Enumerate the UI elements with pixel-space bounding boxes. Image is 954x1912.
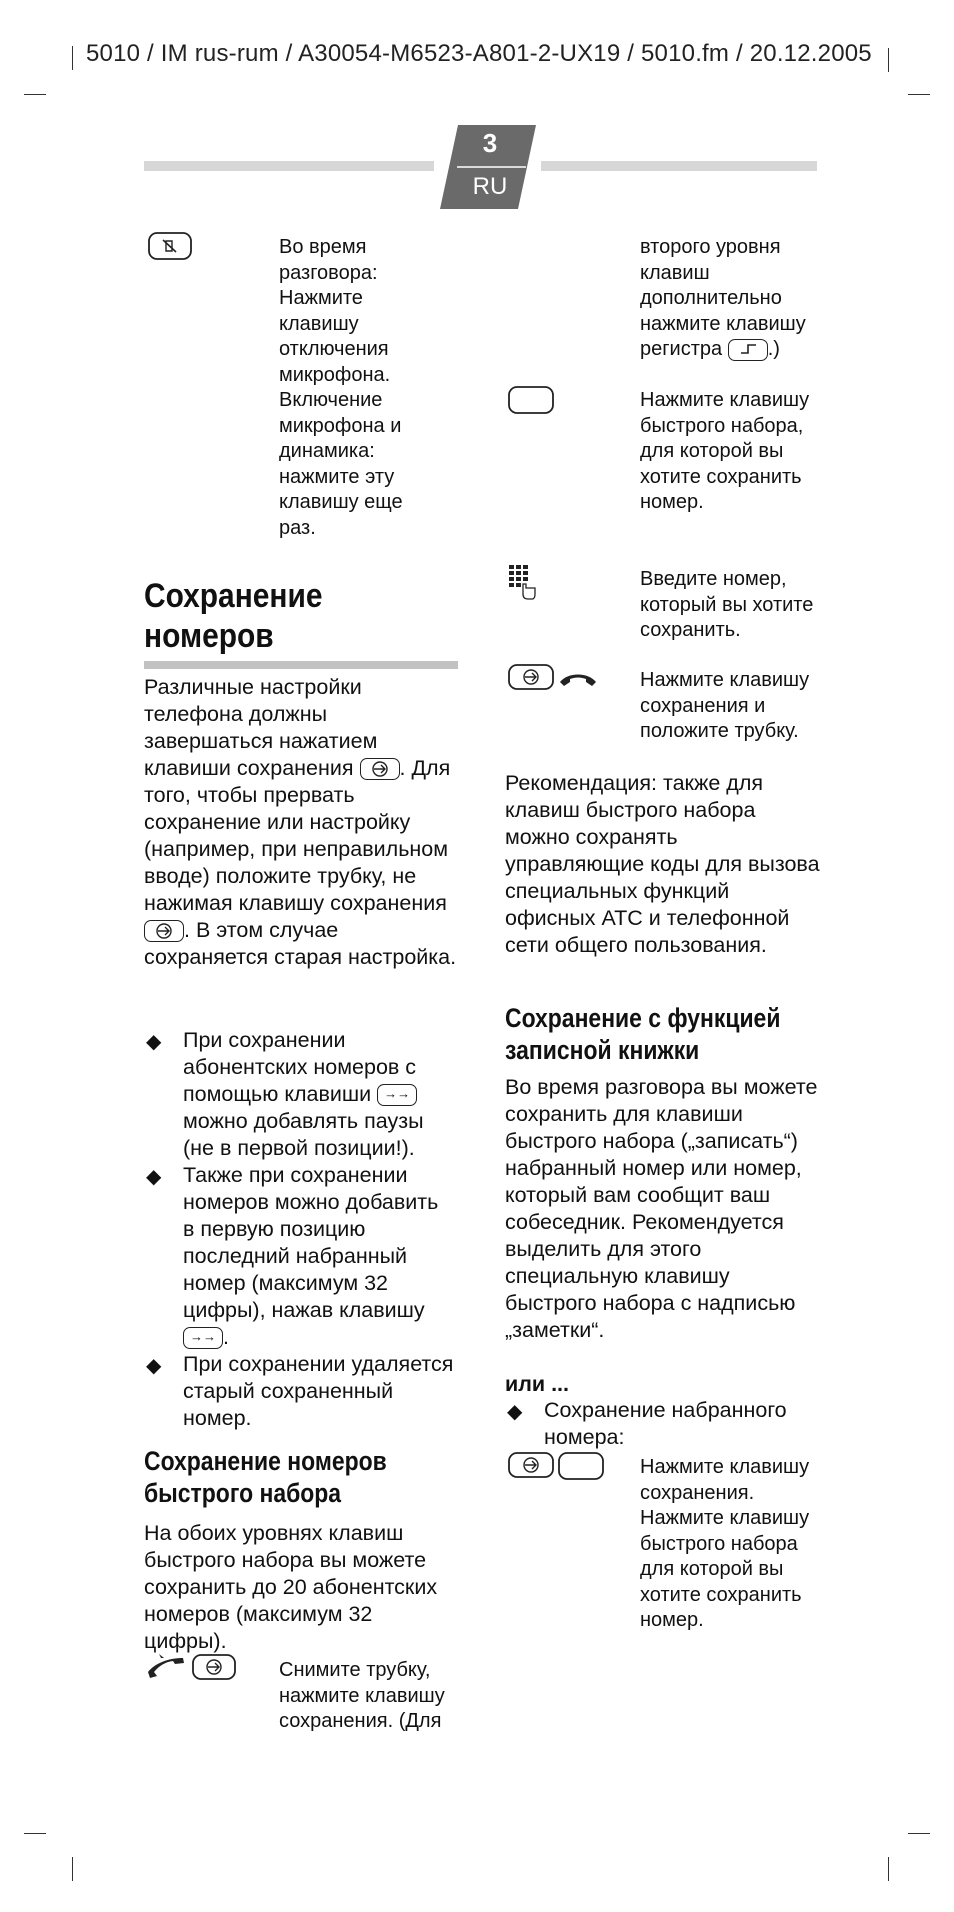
handset-lift-icon	[145, 1650, 189, 1685]
bullet-diamond-icon: ◆	[146, 1355, 162, 1377]
crop-mark-bottom-right	[888, 1857, 889, 1881]
section-title-line2: номеров	[144, 617, 274, 655]
save-key-icon	[192, 1654, 236, 1687]
or-label: или ...	[505, 1372, 569, 1396]
save-key-icon	[144, 920, 184, 942]
bullet-pauses-text: При сохранении абонентских номеров с помощью клавиши	[183, 1028, 417, 1106]
step-shift-text: второго уровня клавиш дополнительно нажмите клавишу регистра	[640, 236, 806, 360]
recommendation-paragraph: Рекомендация: также для клавиш быстрого набора можно сохранять управляющие коды для вызова специальных функций офисных АТС и телефонной сети общего пользования.	[505, 771, 820, 957]
speed-dial-title-line2: быстрого набора	[144, 1478, 342, 1508]
mute-key-icon	[148, 232, 192, 265]
document-header-id: 5010 / IM rus-rum / A30054-M6523-A801-2-UX19 / 5010.fm / 20.12.2005	[86, 40, 872, 67]
pause-key-icon: →→	[377, 1084, 417, 1106]
pause-key-icon: →→	[183, 1327, 223, 1349]
step-save-and-speed-dial: Нажмите клавишу сохранения. Нажмите клавишу быстрого набора для которой вы хотите сохранить номер.	[640, 1456, 810, 1631]
bullet-redial-text-2: .	[223, 1325, 229, 1349]
bullet-diamond-icon: ◆	[507, 1401, 523, 1423]
header-bar-right	[541, 161, 817, 171]
bullet-pauses-text-2: можно добавлять паузы (не в первой позиции!).	[183, 1109, 424, 1160]
bullet-redial	[183, 1162, 455, 1351]
crop-mark-right-lower	[908, 1833, 930, 1834]
save-key-icon	[508, 1452, 554, 1485]
notebook-title-line2: записной книжки	[505, 1035, 700, 1065]
bullet-save-dialed: Сохранение набранного номера:	[544, 1398, 787, 1449]
speed-dial-title-line1: Сохранение номеров	[144, 1446, 387, 1476]
intro-text-2: . Для того, чтобы прервать сохранение или настройку (например, при неправильном вводе) положите трубку, не нажимая клавишу сохранения	[144, 756, 451, 915]
crop-mark-bottom-left	[72, 1857, 73, 1881]
step-shift-text-2: .)	[767, 338, 780, 360]
step-shift-continued	[640, 235, 820, 363]
save-key-icon	[360, 758, 400, 780]
speed-dial-key-icon	[558, 1452, 604, 1485]
step-save-hang-up: Нажмите клавишу сохранения и положите трубку.	[640, 669, 810, 742]
handset-hang-up-icon	[558, 670, 598, 693]
step-lift-handset: Снимите трубку, нажмите клавишу сохранения. (Для	[279, 1659, 445, 1732]
keypad-icon	[508, 564, 536, 605]
section-title-rule	[144, 661, 458, 669]
shift-key-icon	[728, 339, 768, 361]
crop-mark-right-upper	[908, 94, 930, 95]
intro-text-1: Различные настройки телефона должны завершаться нажатием клавиши сохранения	[144, 675, 378, 780]
crop-mark-left-upper	[24, 94, 46, 95]
bullet-diamond-icon: ◆	[146, 1166, 162, 1188]
bullet-diamond-icon: ◆	[146, 1031, 162, 1053]
notebook-title-line1: Сохранение с функцией	[505, 1003, 781, 1033]
step-enter-number: Введите номер, который вы хотите сохранить.	[640, 568, 814, 641]
page-language: RU	[472, 173, 508, 200]
page-number-tab	[440, 125, 540, 209]
speed-dial-key-icon	[508, 386, 554, 419]
step-speed-dial-key: Нажмите клавишу быстрого набора, для которой вы хотите сохранить номер.	[640, 389, 810, 513]
bullet-overwrite: При сохранении удаляется старый сохраненный номер.	[183, 1352, 454, 1430]
header-bar-left	[144, 161, 434, 171]
mute-instruction: Во время разговора: Нажмите клавишу отключения микрофона. Включение микрофона и динамика: нажмите эту клавишу еще раз.	[279, 236, 403, 539]
page-number: 3	[482, 128, 498, 158]
crop-mark-left-lower	[24, 1833, 46, 1834]
crop-mark-top-right	[888, 48, 889, 72]
bullet-pauses	[183, 1027, 455, 1162]
section-title-line1: Сохранение	[144, 577, 323, 615]
save-key-icon	[508, 664, 554, 697]
intro-text-3: . В этом случае сохраняется старая настройка.	[144, 918, 457, 969]
crop-mark-top-left	[72, 46, 73, 70]
speed-dial-intro: На обоих уровнях клавиш быстрого набора вы можете сохранить до 20 абонентских номеров (максимум 32 цифры).	[144, 1521, 438, 1653]
intro-paragraph	[144, 674, 460, 971]
notebook-intro: Во время разговора вы можете сохранить для клавиши быстрого набора („записать“) набранный номер или номер, который вам сообщит ваш собеседник. Рекомендуется выделить для этого специальную клавишу быстрого набора с надписью „заметки“.	[505, 1075, 818, 1342]
bullet-redial-text: Также при сохранении номеров можно добавить в первую позицию последний набранный номер (максимум 32 цифры), нажав клавишу	[183, 1163, 439, 1322]
